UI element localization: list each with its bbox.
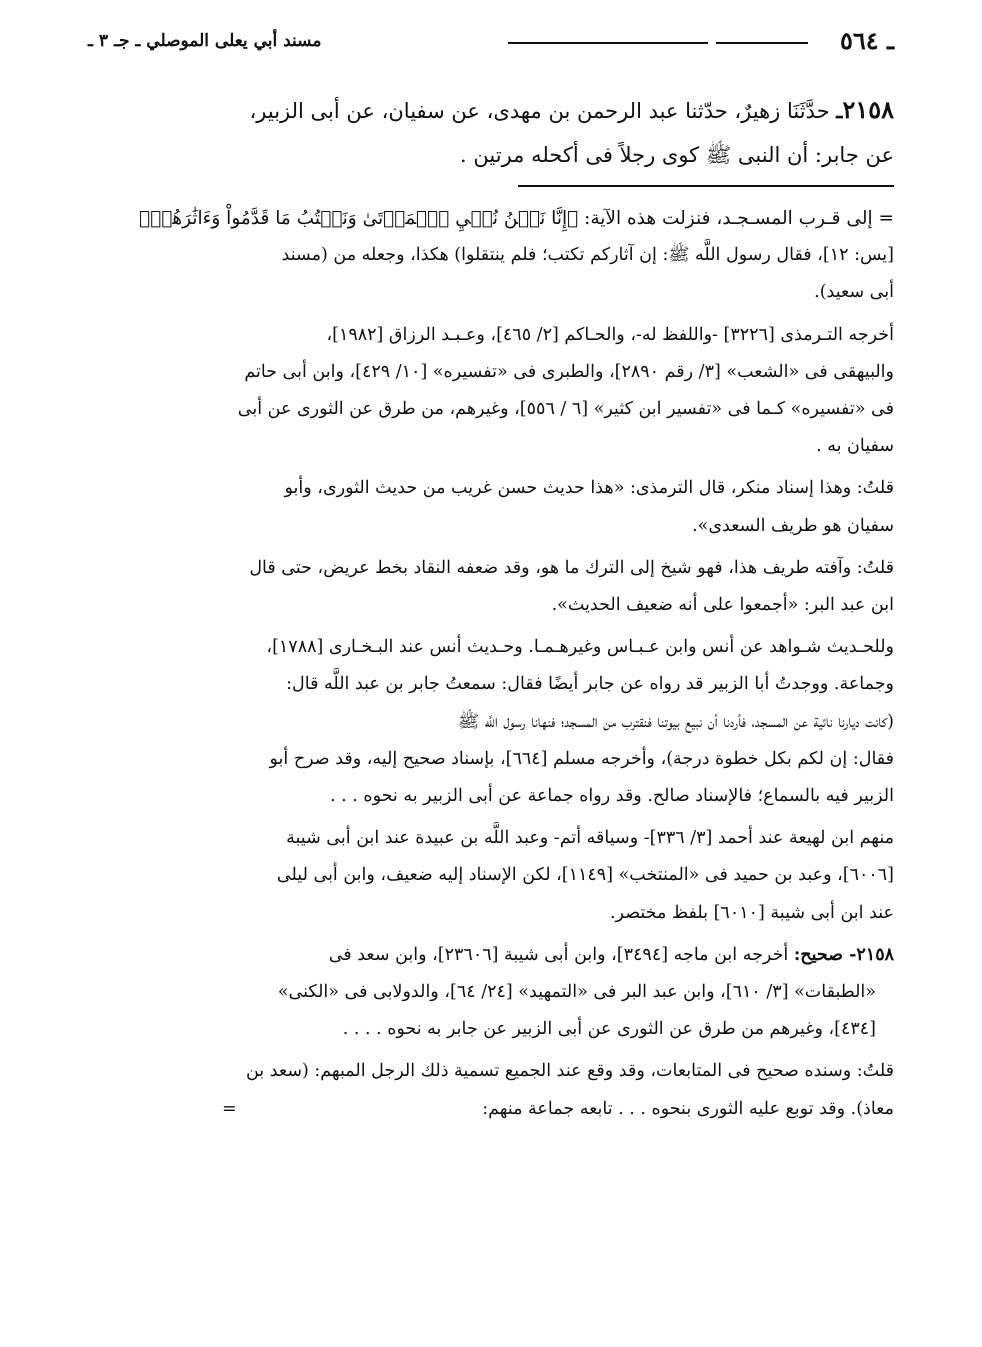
continuation-mark: = <box>222 1098 237 1119</box>
hadith-number: ٢١٥٨ <box>842 95 894 124</box>
footnote-divider <box>518 185 894 187</box>
footnote-line <box>82 1091 894 1128</box>
footnote-line: والبيهقى فى «الشعب» [٣/ رقم ٢٨٩٠]، والطبرى فى «تفسيره» [١٠/ ٤٢٩]، وابن أبى حاتم <box>244 361 894 382</box>
footnote-line-text: أخرجه ابن ماجه [٣٤٩٤]، وابن أبى شيبة [٢٣٦٠٦]، وابن سعد فى <box>328 944 789 965</box>
footnote-line: = إلى قـرب المسـجـد، فنزلت هذه الآية: ﴿إِنَّا نَحۡنُ نُحۡيِ ٱلۡمَوۡتَىٰ وَنَكۡتُبُ مَا قَدَّمُواْ وَءَاثَٰرَهُمۡ﴾ <box>139 208 894 229</box>
running-header <box>88 26 894 56</box>
header-rule <box>508 42 708 44</box>
hadith-line <box>84 88 894 133</box>
book-title: مسند أبي يعلى الموصلي ـ جـ ٣ ـ <box>88 31 322 51</box>
footnote-line: قلتُ: وهذا إسناد منكر، قال الترمذى: «هذا حديث حسن غريب من حديث الثورى، وأبو <box>284 478 894 499</box>
footnote-line: [يس: ١٢]، فقال رسول اللَّه ﷺ: إن آثاركم تكتب؛ فلم ينتقلوا) هكذا، وجعله من (مسند <box>281 245 894 266</box>
header-rule <box>716 42 808 44</box>
footnote-line: عند ابن أبى شيبة [٦٠١٠] بلفظ مختصر. <box>609 902 894 923</box>
footnote-paragraph <box>82 550 894 624</box>
footnote-paragraph <box>82 470 894 544</box>
footnote-line: «الطبقات» [٣/ ٦١٠]، وابن عبد البر فى «التمهيد» [٢٤/ ٦٤]، والدولابى فى «الكنى» <box>277 982 876 1003</box>
footnote-line: فى «تفسيره» كـما فى «تفسير ابن كثير» [٦ / ٥٥٦]، وغيرهم، من طرق عن الثورى عن أبى <box>237 399 894 420</box>
footnote-line: ابن عبد البر: «أجمعوا على أنه ضعيف الحديث». <box>551 595 894 616</box>
footnote-line: وجماعة. ووجدتُ أبا الزبير قد رواه عن جابر أيضًا فقال: سمعتُ جابر بن عبد اللَّه قال: <box>286 674 894 695</box>
footnote-paragraph <box>82 200 894 312</box>
footnote-paragraph <box>82 820 894 932</box>
footnote-paragraph <box>82 1053 894 1127</box>
page-number: ـ ٥٦٤ <box>839 26 894 55</box>
footnotes <box>82 200 894 1133</box>
footnote-line: وللحـديث شـواهد عن أنس وابن عـبـاس وغيرهـمـا. وحـديث أنس عند البـخـارى [١٧٨٨]، <box>266 637 894 658</box>
footnote-line: أبى سعيد). <box>814 282 894 303</box>
hadith-separator: ـ <box>836 98 843 123</box>
footnote-line: فقال: إن لكم بكل خطوة درجة)، وأخرجه مسلم [٦٦٤]، بإسناد صحيح إليه، وقد صرح أبو <box>269 748 894 769</box>
footnote-line: [٤٣٤]، وغيرهم من طرق عن الثورى عن أبى الزبير عن جابر به نحوه . . . . <box>342 1019 876 1040</box>
hadith-text <box>84 88 894 177</box>
footnote-line-text: معاذ). وقد توبع عليه الثورى بنحوه . . . تابعه جماعة منهم: <box>482 1098 894 1119</box>
footnote-paragraph <box>82 629 894 815</box>
footnote-line: قلتُ: وسنده صحيح فى المتابعات، وقد وقع عند الجميع تسمية ذلك الرجل المبهم: (سعد بن <box>245 1061 894 1082</box>
hadith-line-1: حدَّثَنَا زهيرٌ، حدّثنا عبد الرحمن بن مهدى، عن سفيان، عن أبى الزبير، <box>249 99 830 123</box>
footnote-line: سفيان به . <box>816 436 894 457</box>
footnote-line: منهم ابن لهيعة عند أحمد [٣/ ٣٣٦]- وسياقه أتم- وعبد اللَّه بن عبيدة عند ابن أبى شيبة <box>286 828 894 849</box>
footnote-line: أخرجه التـرمذى [٣٢٢٦] -واللفظ له-، والحـاكم [٢/ ٤٦٥]، وعـبـد الرزاق [١٩٨٢]، <box>326 324 894 345</box>
hadith-line-2: عن جابر: أن النبى ﷺ كوى رجلاً فى أكحله مرتين . <box>460 143 894 167</box>
footnote-line <box>82 937 894 974</box>
footnote-line: (كانت ديارنا نائية عن المسجد، فأردنا أن نبيع بيوتنا فنقترب من المسجد؛ فنهانا رسول اللَّه ﷺ <box>457 711 894 732</box>
footnote-paragraph <box>82 937 894 1049</box>
footnote-line: قلتُ: وآفته طريف هذا، فهو شيخ إلى الترك ما هو، وقد ضعفه النقاد بخط عريض، حتى قال <box>249 557 894 578</box>
footnote-paragraph <box>82 317 894 466</box>
footnote-line: سفيان هو طريف السعدى». <box>692 515 894 536</box>
footnote-line: [٦٠٠٦]، وعبد بن حميد فى «المنتخب» [١١٤٩]، لكن الإسناد إليه ضعيف، وابن أبى ليلى <box>276 865 894 886</box>
footnote-line: الزبير فيه بالسماع؛ فالإسناد صالح. وقد رواه جماعة عن أبى الزبير به نحوه . . . <box>330 786 894 807</box>
footnote-label: ٢١٥٨- صحيح: <box>793 944 894 965</box>
